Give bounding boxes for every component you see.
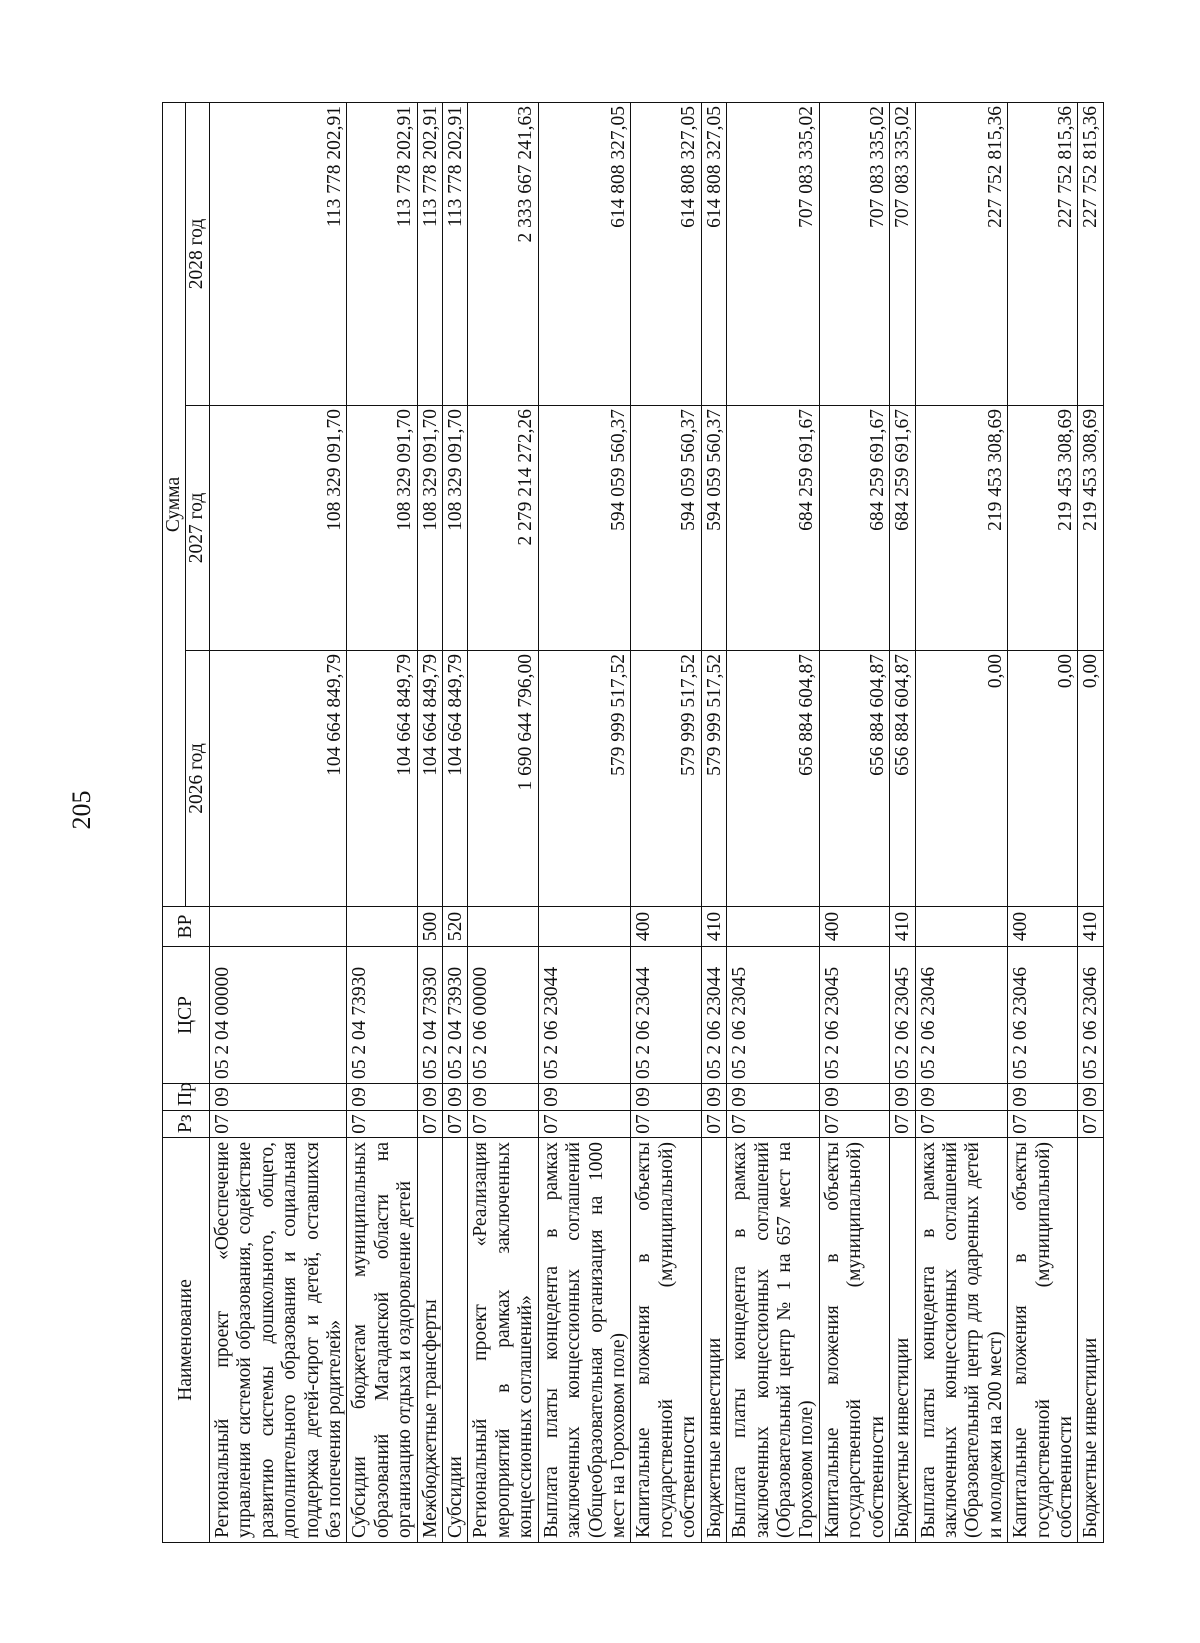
cell-rz: 07	[1008, 1111, 1078, 1138]
cell-y2027: 108 329 091,70	[417, 406, 442, 651]
cell-pr: 09	[443, 1084, 468, 1111]
cell-y2027: 684 259 691,67	[727, 406, 820, 651]
cell-vr: 400	[819, 907, 889, 947]
cell-pr: 09	[347, 1084, 417, 1111]
cell-y2026: 104 664 849,79	[347, 651, 417, 907]
cell-rz: 07	[915, 1111, 1008, 1138]
cell-csr: 05 2 04 00000	[209, 947, 347, 1084]
cell-vr: 500	[417, 907, 442, 947]
table-row	[915, 103, 1008, 1543]
cell-csr: 05 2 06 00000	[468, 947, 538, 1084]
table-row	[443, 103, 468, 1543]
cell-name: Выплата платы концедента в рамках заключенных концессионных соглашений (Образовательный центр для одаренных детей и молодежи на 200 мест)	[915, 1138, 1008, 1543]
cell-name: Выплата платы концедента в рамках заключенных концессионных соглашений (Общеобразовательная организация на 1000 мест на Гороховом поле)	[538, 1138, 631, 1543]
cell-y2028: 707 083 335,02	[890, 103, 915, 406]
cell-pr: 09	[209, 1084, 347, 1111]
cell-vr: 410	[701, 907, 726, 947]
cell-pr: 09	[1008, 1084, 1078, 1111]
cell-y2026: 1 690 644 796,00	[468, 651, 538, 907]
cell-y2027: 108 329 091,70	[209, 406, 347, 651]
cell-y2028: 113 778 202,91	[347, 103, 417, 406]
table-row	[468, 103, 538, 1543]
cell-vr: 410	[890, 907, 915, 947]
cell-y2027: 108 329 091,70	[347, 406, 417, 651]
cell-csr: 05 2 06 23044	[538, 947, 631, 1084]
cell-name: Субсидии	[443, 1138, 468, 1543]
cell-rz: 07	[347, 1111, 417, 1138]
cell-y2028: 2 333 667 241,63	[468, 103, 538, 406]
cell-vr	[538, 907, 631, 947]
cell-pr: 09	[727, 1084, 820, 1111]
cell-rz: 07	[727, 1111, 820, 1138]
cell-name: Капитальные вложения в объекты государственной (муниципальной) собственности	[819, 1138, 889, 1543]
cell-name: Региональный проект «Реализация мероприятий в рамках заключенных концессионных соглашений»	[468, 1138, 538, 1543]
cell-y2027: 594 059 560,37	[631, 406, 701, 651]
cell-y2028: 614 808 327,05	[631, 103, 701, 406]
cell-y2028: 707 083 335,02	[727, 103, 820, 406]
cell-pr: 09	[417, 1084, 442, 1111]
header-2026: 2026 год	[186, 651, 209, 907]
cell-rz: 07	[1078, 1111, 1103, 1138]
cell-pr: 09	[1078, 1084, 1103, 1111]
cell-y2026: 656 884 604,87	[727, 651, 820, 907]
table-row	[209, 103, 347, 1543]
cell-name: Межбюджетные трансферты	[417, 1138, 442, 1543]
table-row	[701, 103, 726, 1543]
header-rz: Рз	[163, 1111, 210, 1138]
table-body	[209, 103, 1103, 1543]
cell-pr: 09	[819, 1084, 889, 1111]
cell-name: Капитальные вложения в объекты государственной (муниципальной) собственности	[631, 1138, 701, 1543]
cell-y2028: 113 778 202,91	[417, 103, 442, 406]
cell-y2027: 684 259 691,67	[819, 406, 889, 651]
cell-pr: 09	[915, 1084, 1008, 1111]
cell-vr	[468, 907, 538, 947]
table-row	[819, 103, 889, 1543]
cell-csr: 05 2 06 23045	[727, 947, 820, 1084]
cell-csr: 05 2 06 23046	[915, 947, 1008, 1084]
cell-y2028: 614 808 327,05	[701, 103, 726, 406]
table-row	[890, 103, 915, 1543]
cell-y2028: 707 083 335,02	[819, 103, 889, 406]
cell-y2027: 594 059 560,37	[538, 406, 631, 651]
page-number: 205	[67, 790, 96, 830]
cell-rz: 07	[209, 1111, 347, 1138]
cell-csr: 05 2 06 23046	[1078, 947, 1103, 1084]
cell-vr	[347, 907, 417, 947]
cell-y2028: 113 778 202,91	[443, 103, 468, 406]
cell-y2028: 227 752 815,36	[915, 103, 1008, 406]
table-container	[162, 103, 1102, 1543]
cell-csr: 05 2 04 73930	[443, 947, 468, 1084]
cell-csr: 05 2 06 23045	[890, 947, 915, 1084]
cell-csr: 05 2 04 73930	[347, 947, 417, 1084]
table-row	[538, 103, 631, 1543]
table-row	[417, 103, 442, 1543]
budget-table	[162, 102, 1104, 1543]
cell-y2026: 0,00	[915, 651, 1008, 907]
table-row	[631, 103, 701, 1543]
cell-csr: 05 2 04 73930	[417, 947, 442, 1084]
cell-y2028: 614 808 327,05	[538, 103, 631, 406]
cell-vr: 410	[1078, 907, 1103, 947]
cell-name: Капитальные вложения в объекты государственной (муниципальной) собственности	[1008, 1138, 1078, 1543]
cell-y2027: 219 453 308,69	[1008, 406, 1078, 651]
cell-rz: 07	[417, 1111, 442, 1138]
header-pr: Пр	[163, 1084, 210, 1111]
cell-vr: 520	[443, 907, 468, 947]
cell-y2026: 656 884 604,87	[890, 651, 915, 907]
cell-y2026: 104 664 849,79	[443, 651, 468, 907]
table-row	[1008, 103, 1078, 1543]
table-row	[347, 103, 417, 1543]
cell-pr: 09	[701, 1084, 726, 1111]
cell-rz: 07	[819, 1111, 889, 1138]
cell-vr	[209, 907, 347, 947]
cell-y2027: 219 453 308,69	[1078, 406, 1103, 651]
table-row	[727, 103, 820, 1543]
cell-y2026: 579 999 517,52	[538, 651, 631, 907]
cell-y2026: 579 999 517,52	[631, 651, 701, 907]
cell-y2028: 113 778 202,91	[209, 103, 347, 406]
cell-rz: 07	[890, 1111, 915, 1138]
cell-name: Бюджетные инвестиции	[1078, 1138, 1103, 1543]
cell-csr: 05 2 06 23044	[701, 947, 726, 1084]
cell-csr: 05 2 06 23044	[631, 947, 701, 1084]
cell-pr: 09	[890, 1084, 915, 1111]
cell-name: Бюджетные инвестиции	[890, 1138, 915, 1543]
header-2028: 2028 год	[186, 103, 209, 406]
cell-csr: 05 2 06 23045	[819, 947, 889, 1084]
header-vr: ВР	[163, 907, 210, 947]
cell-rz: 07	[468, 1111, 538, 1138]
cell-name: Региональный проект «Обеспечение управления системой образования, содействие развитию системы дошкольного, общего, дополнительного образования и социальная поддержка детей-сирот и детей, оставшихся без попечения родителей»	[209, 1138, 347, 1543]
table-row	[1078, 103, 1103, 1543]
cell-y2026: 104 664 849,79	[417, 651, 442, 907]
header-name: Наименование	[163, 1138, 210, 1543]
header-2027: 2027 год	[186, 406, 209, 651]
cell-name: Субсидии бюджетам муниципальных образований Магаданской области на организацию отдыха и оздоровление детей	[347, 1138, 417, 1543]
cell-y2027: 2 279 214 272,26	[468, 406, 538, 651]
cell-vr	[915, 907, 1008, 947]
cell-vr	[727, 907, 820, 947]
cell-vr: 400	[1008, 907, 1078, 947]
cell-pr: 09	[538, 1084, 631, 1111]
cell-name: Бюджетные инвестиции	[701, 1138, 726, 1543]
cell-rz: 07	[538, 1111, 631, 1138]
header-csr: ЦСР	[163, 947, 210, 1084]
cell-y2026: 104 664 849,79	[209, 651, 347, 907]
cell-y2028: 227 752 815,36	[1078, 103, 1103, 406]
cell-y2026: 579 999 517,52	[701, 651, 726, 907]
cell-rz: 07	[701, 1111, 726, 1138]
cell-y2026: 0,00	[1078, 651, 1103, 907]
cell-name: Выплата платы концедента в рамках заключенных концессионных соглашений (Образовательный центр № 1 на 657 мест на Гороховом поле)	[727, 1138, 820, 1543]
cell-y2026: 656 884 604,87	[819, 651, 889, 907]
cell-y2026: 0,00	[1008, 651, 1078, 907]
cell-y2027: 594 059 560,37	[701, 406, 726, 651]
cell-y2028: 227 752 815,36	[1008, 103, 1078, 406]
cell-y2027: 684 259 691,67	[890, 406, 915, 651]
header-sum: Сумма	[163, 103, 186, 907]
cell-csr: 05 2 06 23046	[1008, 947, 1078, 1084]
cell-rz: 07	[631, 1111, 701, 1138]
cell-pr: 09	[468, 1084, 538, 1111]
cell-y2027: 108 329 091,70	[443, 406, 468, 651]
cell-vr: 400	[631, 907, 701, 947]
cell-y2027: 219 453 308,69	[915, 406, 1008, 651]
cell-pr: 09	[631, 1084, 701, 1111]
cell-rz: 07	[443, 1111, 468, 1138]
